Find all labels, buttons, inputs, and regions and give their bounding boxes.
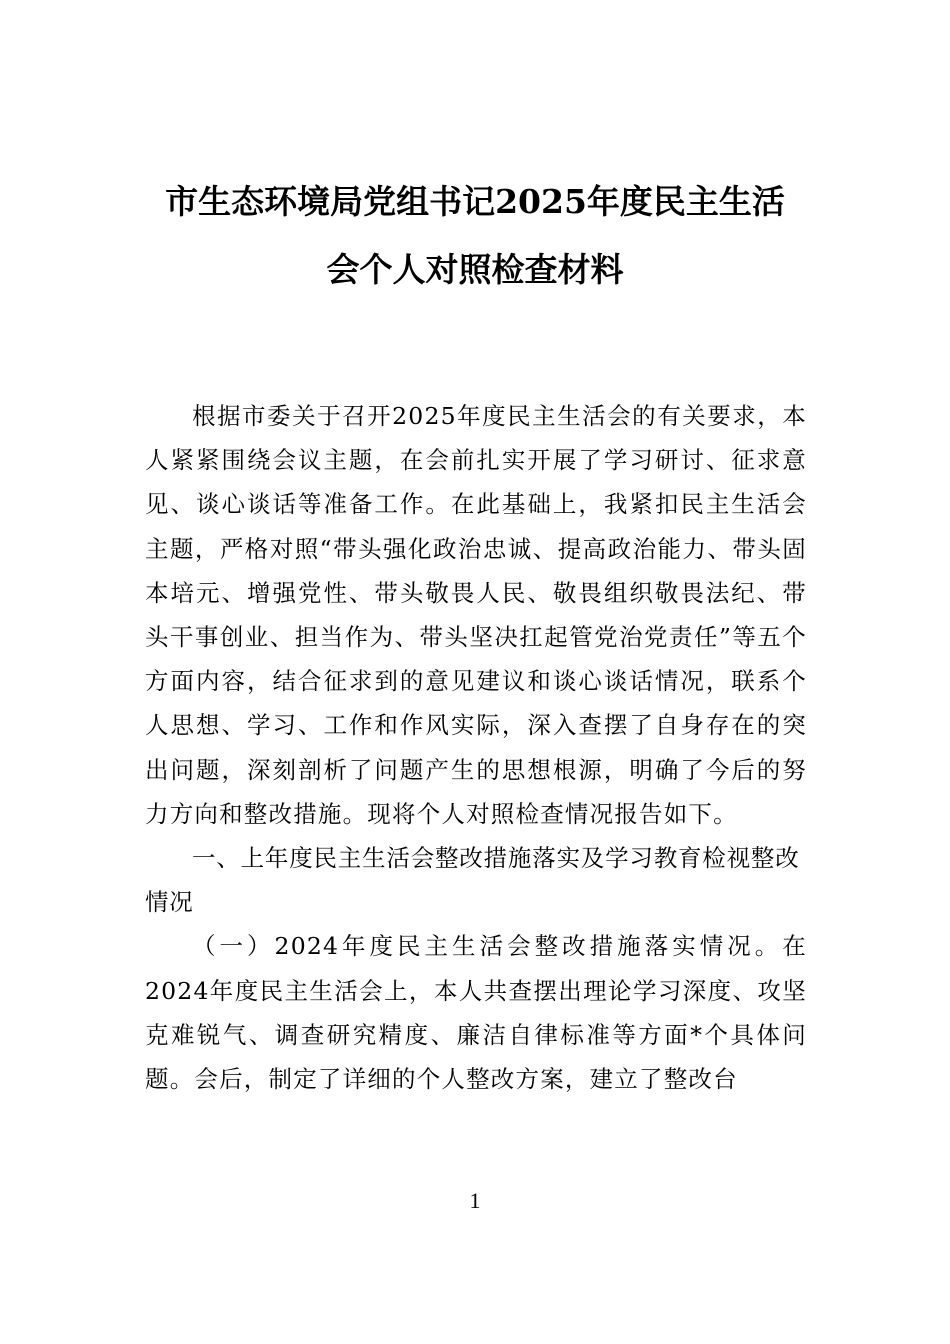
document-body bbox=[145, 394, 807, 1101]
subsection-1-paragraph: （一）2024年度民主生活会整改措施落实情况。在2024年度民主生活会上，本人共查摆出理论学习深度、攻坚克难锐气、调查研究精度、廉洁自律标准等方面*个具体问题。会后，制定了详细的个人整改方案，建立了整改台 bbox=[145, 932, 807, 1094]
section-1-heading: 一、上年度民主生活会整改措施落实及学习教育检视整改情况 bbox=[145, 844, 800, 917]
title-line-2: 会个人对照检查材料 bbox=[326, 250, 624, 289]
title-line-1: 市生态环境局党组书记2025年度民主生活 bbox=[165, 182, 785, 221]
document-title bbox=[120, 168, 830, 304]
intro-paragraph: 根据市委关于召开2025年度民主生活会的有关要求，本人紧紧围绕会议主题，在会前扎实开展了学习研讨、征求意见、谈心谈话等准备工作。在此基础上，我紧扣民主生活会主题，严格对照“带头强化政治忠诚、提高政治能力、带头固本培元、增强党性、带头敬畏人民、敬畏组织敬畏法纪、带头干事创业、担当作为、带头坚决扛起管党治党责任”等五个方面内容，结合征求到的意见建议和谈心谈话情况，联系个人思想、学习、工作和作风实际，深入查摆了自身存在的突出问题，深刻剖析了问题产生的思想根源，明确了今后的努力方向和整改措施。现将个人对照检查情况报告如下。 bbox=[145, 402, 807, 828]
page-number: 1 bbox=[469, 1188, 481, 1213]
